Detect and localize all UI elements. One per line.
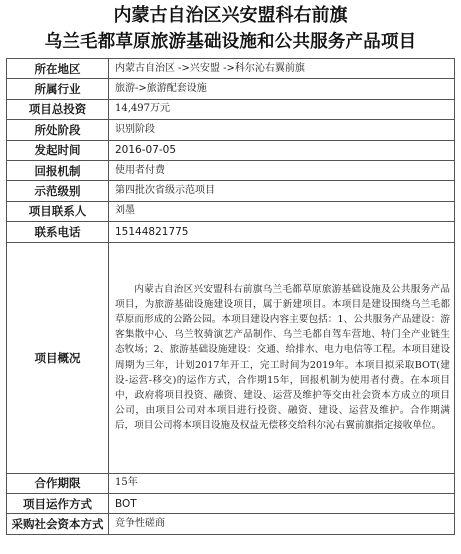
table-row-cooperation-period xyxy=(7,473,455,493)
title-line-2: 乌兰毛都草原旅游基础设施和公共服务产品项目 xyxy=(44,32,417,52)
row-value: 识别阶段 xyxy=(109,120,455,140)
row-label: 所处阶段 xyxy=(7,120,109,140)
row-value: 2016-07-05 xyxy=(109,140,455,160)
project-info-table xyxy=(6,58,455,535)
table-row-region xyxy=(7,59,455,79)
row-label: 所在地区 xyxy=(7,59,109,79)
table-row-stage xyxy=(7,120,455,140)
row-label: 项目运作方式 xyxy=(7,493,109,513)
row-value: 内蒙古自治区兴安盟科右前旗乌兰毛都草原旅游基础设施及公共服务产品项目，为旅游基础设施建设项目，属于新建项目。本项目是建设围绕乌兰毛都草原而形成的公路公园。本项目建设内容主要包括：1、公共服务产品建设：游客集散中心、乌兰牧骑演艺产品制作、乌兰毛都自驾车营地、特门全产业链生态牧场；2、旅游基础设施建设：交通、给排水、电力电信等工程。本项目建设周期为三年，计划2017年开工，完工时间为2019年。本项目拟采取BOT(建设-运营-移交)的运作方式，合作期15年，回报机制为使用者付费。在本项目中，政府将项目投资、融资、建设、运营及维护等交由社会资本方成立的项目公司，由项目公司对本项目进行投资、融资、建设、运营及维护。合作期满后，项目公司将本项目设施及权益无偿移交给科尔沁右翼前旗指定接收单位。 xyxy=(109,242,455,473)
row-label: 合作期限 xyxy=(7,473,109,493)
row-label: 采购社会资本方式 xyxy=(7,514,109,534)
row-label: 示范级别 xyxy=(7,181,109,201)
row-label: 发起时间 xyxy=(7,140,109,160)
title-line-1: 内蒙古自治区兴安盟科右前旗 xyxy=(113,5,348,26)
row-value: 内蒙古自治区 ->兴安盟 ->科尔沁右翼前旗 xyxy=(109,59,455,79)
table-row-overview xyxy=(7,242,455,473)
table-row-start-date xyxy=(7,140,455,160)
table-row-demo-level xyxy=(7,181,455,201)
row-value: 旅游->旅游配套设施 xyxy=(109,79,455,99)
document-title xyxy=(6,4,455,58)
row-value: 15144821775 xyxy=(109,222,455,242)
table-row-industry xyxy=(7,79,455,99)
row-value: 15年 xyxy=(109,473,455,493)
row-value: 竞争性磋商 xyxy=(109,514,455,534)
row-value: 14,497万元 xyxy=(109,99,455,119)
row-value: 第四批次省级示范项目 xyxy=(109,181,455,201)
row-value: 使用者付费 xyxy=(109,160,455,180)
table-row-phone xyxy=(7,222,455,242)
row-label: 项目总投资 xyxy=(7,99,109,119)
row-label: 项目概况 xyxy=(7,242,109,473)
table-row-return-mechanism xyxy=(7,160,455,180)
table-row-contact xyxy=(7,201,455,221)
row-label: 所属行业 xyxy=(7,79,109,99)
row-label: 回报机制 xyxy=(7,160,109,180)
row-value: BOT xyxy=(109,493,455,513)
row-label: 项目联系人 xyxy=(7,201,109,221)
table-row-operation-mode xyxy=(7,493,455,513)
row-label: 联系电话 xyxy=(7,222,109,242)
row-value: 刘墨 xyxy=(109,201,455,221)
table-row-procurement-method xyxy=(7,514,455,534)
table-row-total-investment xyxy=(7,99,455,119)
